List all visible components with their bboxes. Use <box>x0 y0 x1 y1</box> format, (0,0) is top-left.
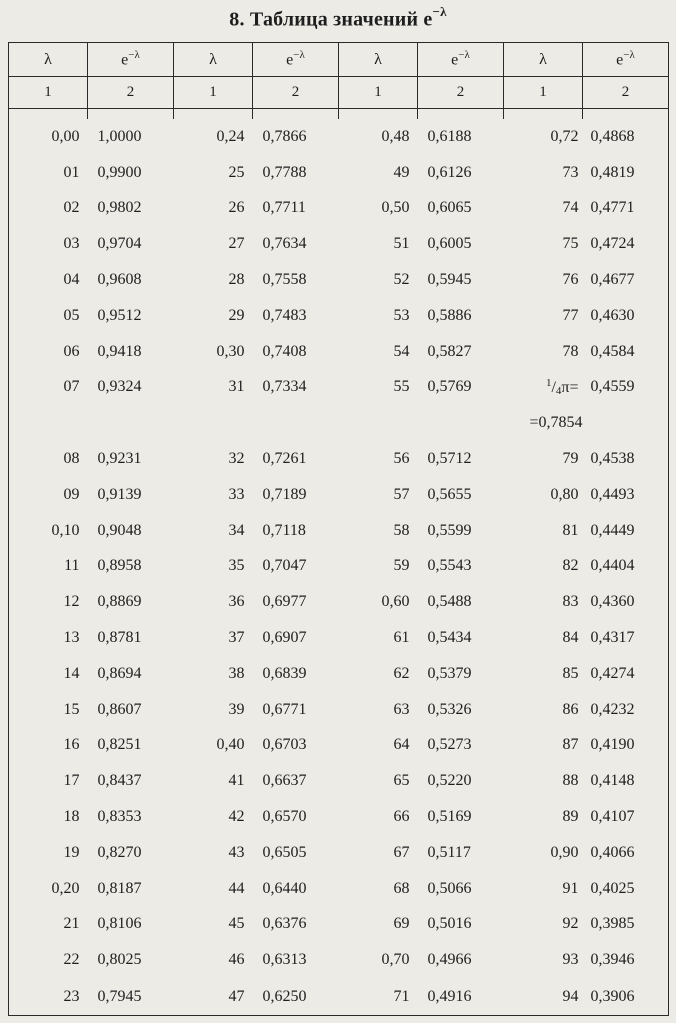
lambda-cell: 46 <box>228 951 245 969</box>
exp-value-cell: 0,7483 <box>262 306 307 324</box>
lambda-cell: 58 <box>393 521 410 539</box>
lambda-cell: 59 <box>393 557 410 575</box>
table-row <box>9 978 669 1016</box>
exp-value-cell: 1,0000 <box>97 127 142 145</box>
exp-value-cell: 0,6126 <box>427 163 472 181</box>
exp-value-cell <box>583 405 669 441</box>
exp-value-cell: 0,5117 <box>427 843 471 861</box>
table-row <box>9 692 669 728</box>
exp-value-cell: 0,7788 <box>262 163 307 181</box>
exp-value-cell: 0,5945 <box>427 271 472 289</box>
lambda-cell: 0,70 <box>381 951 410 969</box>
lambda-cell: 16 <box>9 728 88 764</box>
lambda-cell: 47 <box>174 978 253 1016</box>
lambda-cell: 94 <box>504 978 583 1016</box>
exp-value-cell: 0,7866 <box>262 127 307 145</box>
lambda-cell: 27 <box>228 235 245 253</box>
table-row <box>9 405 669 441</box>
exp-value-cell: 0,6005 <box>427 235 472 253</box>
exp-value-cell: 0,5488 <box>427 593 472 611</box>
lambda-cell: 88 <box>562 772 579 790</box>
exp-value-cell: 0,5712 <box>427 450 472 468</box>
exp-header: $e^{-\lambda}$ <box>88 43 174 77</box>
lambda-cell: 11 <box>9 549 88 585</box>
lambda-cell: 91 <box>562 879 579 897</box>
exp-value-cell: 0,8270 <box>97 843 142 861</box>
exp-value-cell: 0,4584 <box>583 334 669 370</box>
exp-value-cell: 0,9048 <box>97 521 142 539</box>
table-row <box>9 584 669 620</box>
lambda-cell: 53 <box>393 306 410 324</box>
lambda-cell: 55 <box>393 378 410 396</box>
exp-value-cell: 0,6188 <box>427 127 472 145</box>
lambda-cell: 45 <box>228 915 245 933</box>
table-row <box>9 477 669 513</box>
pi-fraction: $^1/_4\pi=$ <box>545 377 579 398</box>
column-number: 2 <box>253 77 339 109</box>
lambda-cell: 0,48 <box>381 127 410 145</box>
lambda-cell: 09 <box>9 477 88 513</box>
exp-value-cell: 0,6771 <box>262 700 307 718</box>
table-row <box>9 262 669 298</box>
exp-value-cell: 0,5543 <box>427 557 472 575</box>
exp-value-cell: 0,9418 <box>97 342 142 360</box>
exp-value-cell: 0,6570 <box>262 808 307 826</box>
lambda-cell: 36 <box>228 593 245 611</box>
exp-value-cell: 0,5434 <box>427 629 472 647</box>
exp-value-cell: 0,4025 <box>583 871 669 907</box>
exp-value-cell: 0,9900 <box>97 163 142 181</box>
exp-value-cell: 0,7047 <box>262 557 307 575</box>
exp-value-cell: 0,5169 <box>427 808 472 826</box>
lambda-cell: 57 <box>393 485 410 503</box>
lambda-header: λ <box>504 43 583 77</box>
lambda-cell <box>174 405 253 441</box>
lambda-cell: 12 <box>9 584 88 620</box>
table-row <box>9 835 669 871</box>
exp-header: $e^{-\lambda}$ <box>583 43 669 77</box>
table-title-text: 8. Таблица значений e <box>229 8 433 31</box>
exp-value-cell <box>418 405 504 441</box>
lambda-cell: 49 <box>393 163 410 181</box>
lambda-cell: 66 <box>393 808 410 826</box>
exp-value-cell: 0,5379 <box>427 664 472 682</box>
exp-header: $e^{-\lambda}$ <box>418 43 504 77</box>
lambda-cell: 06 <box>9 334 88 370</box>
lambda-cell: 0,20 <box>9 871 88 907</box>
lambda-cell: 02 <box>9 191 88 227</box>
table-title-exponent: −λ <box>432 4 447 19</box>
exp-value-cell: 0,8353 <box>97 808 142 826</box>
spacer-row <box>9 109 669 120</box>
lambda-cell: 21 <box>9 907 88 943</box>
lambda-cell: 33 <box>228 485 245 503</box>
table-row <box>9 334 669 370</box>
lambda-cell: 85 <box>562 664 579 682</box>
exp-value-cell: 0,5769 <box>427 378 472 396</box>
lambda-cell: 41 <box>228 772 245 790</box>
lambda-cell: 0,50 <box>381 199 410 217</box>
column-number: 1 <box>9 77 88 109</box>
lambda-cell: 0,80 <box>550 485 579 503</box>
exp-value-cell: 0,5066 <box>427 879 472 897</box>
lambda-cell: 28 <box>228 271 245 289</box>
table-row <box>9 119 669 155</box>
exp-value-cell: 0,8025 <box>97 951 142 969</box>
lambda-cell: 79 <box>562 450 579 468</box>
lambda-cell: 38 <box>228 664 245 682</box>
exp-value-cell: 0,3946 <box>583 942 669 978</box>
lambda-cell: 62 <box>393 664 410 682</box>
lambda-cell: 0,40 <box>216 736 245 754</box>
lambda-cell: 83 <box>562 593 579 611</box>
table-row <box>9 728 669 764</box>
lambda-cell <box>504 370 583 406</box>
exp-value-cell: 0,4449 <box>583 513 669 549</box>
exp-value-cell: 0,7634 <box>262 235 307 253</box>
lambda-cell: 29 <box>228 306 245 324</box>
lambda-cell: 92 <box>562 915 579 933</box>
exp-value-cell: 0,9608 <box>97 271 142 289</box>
table-row <box>9 191 669 227</box>
lambda-cell: 87 <box>562 736 579 754</box>
lambda-cell <box>339 405 418 441</box>
exp-value-cell: 0,4677 <box>583 262 669 298</box>
exp-value-cell: 0,4538 <box>583 441 669 477</box>
column-number: 2 <box>88 77 174 109</box>
column-number-row <box>9 77 669 109</box>
lambda-cell: 54 <box>393 342 410 360</box>
exp-value-cell <box>253 405 339 441</box>
exp-value-cell: 0,7945 <box>88 978 174 1016</box>
lambda-cell: 35 <box>228 557 245 575</box>
column-number: 1 <box>174 77 253 109</box>
lambda-cell: 19 <box>9 835 88 871</box>
table-row <box>9 799 669 835</box>
lambda-cell: 05 <box>9 298 88 334</box>
lambda-cell: 69 <box>393 915 410 933</box>
exp-value-cell: 0,4724 <box>583 226 669 262</box>
exp-value-cell: 0,4232 <box>583 692 669 728</box>
lambda-cell: 52 <box>393 271 410 289</box>
exp-value-cell: 0,4190 <box>583 728 669 764</box>
exp-value-cell: 0,5220 <box>427 772 472 790</box>
table-row <box>9 513 669 549</box>
exp-value-cell: 0,8958 <box>97 557 142 575</box>
table-row <box>9 871 669 907</box>
exp-value-cell: 0,9704 <box>97 235 142 253</box>
lambda-cell: 18 <box>9 799 88 835</box>
exp-value-cell: 0,4274 <box>583 656 669 692</box>
lambda-cell: 89 <box>562 808 579 826</box>
lambda-cell: 0,90 <box>550 843 579 861</box>
table-row <box>9 226 669 262</box>
exp-value-cell: 0,5655 <box>427 485 472 503</box>
lambda-cell: 81 <box>562 521 579 539</box>
lambda-cell: 71 <box>339 978 418 1016</box>
exp-value-cell: 0,4404 <box>583 549 669 585</box>
pi-value: =0,7854 <box>529 414 583 432</box>
lambda-cell: 0,60 <box>381 593 410 611</box>
exp-value-cell: 0,8106 <box>97 915 142 933</box>
lambda-cell: 25 <box>228 163 245 181</box>
column-number: 1 <box>339 77 418 109</box>
exp-value-cell: 0,7711 <box>262 199 306 217</box>
exp-value-cell: 0,4066 <box>583 835 669 871</box>
exp-value-cell: 0,5326 <box>427 700 472 718</box>
exp-value-cell: 0,6977 <box>262 593 307 611</box>
lambda-cell: 13 <box>9 620 88 656</box>
exp-value-cell: 0,5827 <box>427 342 472 360</box>
lambda-cell: 93 <box>562 951 579 969</box>
exp-value-cell: 0,6250 <box>253 978 339 1016</box>
lambda-cell: 01 <box>9 155 88 191</box>
exp-value-cell: 0,4493 <box>583 477 669 513</box>
lambda-cell <box>504 405 583 441</box>
table-row <box>9 942 669 978</box>
table-row <box>9 907 669 943</box>
lambda-cell: 44 <box>228 879 245 897</box>
exp-value-cell: 0,3985 <box>583 907 669 943</box>
exp-value-cell: 0,4148 <box>583 763 669 799</box>
exp-value-cell: 0,7408 <box>262 342 307 360</box>
exp-value-cell <box>88 405 174 441</box>
lambda-cell: 22 <box>9 942 88 978</box>
exp-value-cell: 0,6703 <box>262 736 307 754</box>
lambda-cell: 68 <box>393 879 410 897</box>
table-row <box>9 155 669 191</box>
lambda-cell: 0,10 <box>9 513 88 549</box>
exp-value-cell: 0,8437 <box>97 772 142 790</box>
table-row <box>9 763 669 799</box>
column-number: 2 <box>583 77 669 109</box>
lambda-cell: 08 <box>9 441 88 477</box>
column-number: 2 <box>418 77 504 109</box>
lambda-cell: 56 <box>393 450 410 468</box>
lambda-header: λ <box>174 43 253 77</box>
lambda-cell: 26 <box>228 199 245 217</box>
exp-value-cell: 0,7261 <box>262 450 307 468</box>
lambda-cell: 43 <box>228 843 245 861</box>
lambda-cell: 64 <box>393 736 410 754</box>
lambda-cell: 34 <box>228 521 245 539</box>
lambda-cell: 14 <box>9 656 88 692</box>
lambda-cell: 0,24 <box>216 127 245 145</box>
exp-value-cell: 0,6313 <box>262 951 307 969</box>
exp-value-cell: 0,4771 <box>583 191 669 227</box>
lambda-cell: 73 <box>562 163 579 181</box>
lambda-cell: 04 <box>9 262 88 298</box>
exp-value-cell: 0,5016 <box>427 915 472 933</box>
lambda-cell: 23 <box>9 978 88 1016</box>
lambda-cell: 17 <box>9 763 88 799</box>
lambda-header: λ <box>9 43 88 77</box>
lambda-cell: 84 <box>562 629 579 647</box>
table-row <box>9 549 669 585</box>
exp-value-cell: 0,4819 <box>583 155 669 191</box>
table-body <box>9 119 669 1016</box>
lambda-cell: 03 <box>9 226 88 262</box>
exp-value-cell: 0,7118 <box>262 521 306 539</box>
table-title <box>0 6 676 32</box>
lambda-cell: 61 <box>393 629 410 647</box>
exp-value-cell: 0,6065 <box>427 199 472 217</box>
lambda-cell: 86 <box>562 700 579 718</box>
table-row <box>9 441 669 477</box>
lambda-cell: 0,30 <box>216 342 245 360</box>
exp-value-cell: 0,4916 <box>418 978 504 1016</box>
exp-header: $e^{-\lambda}$ <box>253 43 339 77</box>
table-row <box>9 298 669 334</box>
exp-values-table <box>8 42 669 1016</box>
lambda-cell: 0,72 <box>550 127 579 145</box>
table-row <box>9 370 669 406</box>
exp-value-cell: 0,8694 <box>97 664 142 682</box>
lambda-cell: 82 <box>562 557 579 575</box>
lambda-cell: 51 <box>393 235 410 253</box>
lambda-cell: 32 <box>228 450 245 468</box>
table-row <box>9 656 669 692</box>
lambda-cell <box>9 405 88 441</box>
exp-value-cell: 0,5599 <box>427 521 472 539</box>
lambda-cell: 31 <box>228 378 245 396</box>
lambda-cell: 78 <box>562 342 579 360</box>
lambda-cell: 74 <box>562 199 579 217</box>
exp-value-cell: 0,4559 <box>583 370 669 406</box>
exp-value-cell: 0,5886 <box>427 306 472 324</box>
lambda-cell: 07 <box>9 370 88 406</box>
exp-value-cell: 0,8781 <box>97 629 142 647</box>
exp-value-cell: 0,4107 <box>583 799 669 835</box>
column-number: 1 <box>504 77 583 109</box>
exp-value-cell: 0,4630 <box>583 298 669 334</box>
exp-value-cell: 0,4317 <box>583 620 669 656</box>
exp-value-cell: 0,7334 <box>262 378 307 396</box>
exp-value-cell: 0,6376 <box>262 915 307 933</box>
exp-value-cell: 0,6440 <box>262 879 307 897</box>
exp-value-cell: 0,7189 <box>262 485 307 503</box>
exp-value-cell: 0,4966 <box>427 951 472 969</box>
lambda-cell: 15 <box>9 692 88 728</box>
exp-value-cell: 0,4868 <box>583 119 669 155</box>
exp-value-cell: 0,9231 <box>97 450 142 468</box>
exp-value-cell: 0,6839 <box>262 664 307 682</box>
lambda-cell: 63 <box>393 700 410 718</box>
exp-value-cell: 0,3906 <box>583 978 669 1016</box>
exp-value-cell: 0,8607 <box>97 700 142 718</box>
exp-value-cell: 0,8187 <box>97 879 142 897</box>
exp-value-cell: 0,6505 <box>262 843 307 861</box>
lambda-header: λ <box>339 43 418 77</box>
exp-value-cell: 0,9802 <box>97 199 142 217</box>
lambda-cell: 65 <box>393 772 410 790</box>
exp-value-cell: 0,9139 <box>97 485 142 503</box>
lambda-cell: 75 <box>562 235 579 253</box>
exp-value-cell: 0,5273 <box>427 736 472 754</box>
lambda-cell: 37 <box>228 629 245 647</box>
lambda-cell: 76 <box>562 271 579 289</box>
lambda-cell: 77 <box>562 306 579 324</box>
lambda-cell: 42 <box>228 808 245 826</box>
exp-value-cell: 0,8251 <box>97 736 142 754</box>
lambda-cell: 67 <box>393 843 410 861</box>
table-row <box>9 620 669 656</box>
exp-value-cell: 0,6907 <box>262 629 307 647</box>
lambda-cell: 0,00 <box>9 119 88 155</box>
exp-value-cell: 0,9512 <box>97 306 142 324</box>
lambda-cell: 39 <box>228 700 245 718</box>
exp-value-cell: 0,8869 <box>97 593 142 611</box>
exp-value-cell: 0,6637 <box>262 772 307 790</box>
header-row <box>9 43 669 77</box>
exp-value-cell: 0,9324 <box>97 378 142 396</box>
exp-value-cell: 0,7558 <box>262 271 307 289</box>
exp-value-cell: 0,4360 <box>583 584 669 620</box>
